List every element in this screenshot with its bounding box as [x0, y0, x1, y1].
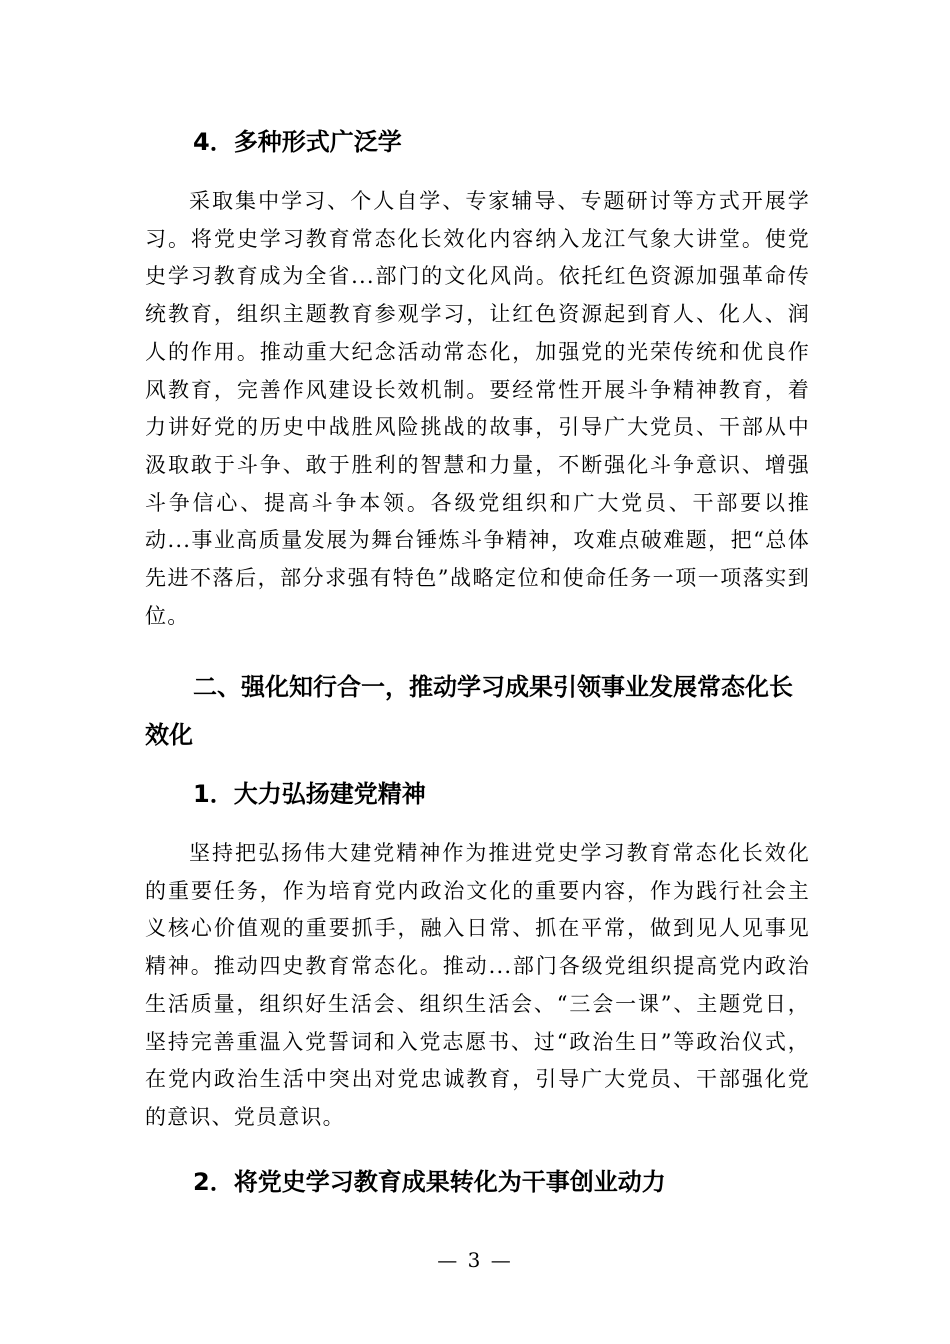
- section-heading-4: 4．多种形式广泛学: [193, 128, 402, 156]
- paragraph-4: 采取集中学习、个人自学、专家辅导、专题研讨等方式开展学习。将党史学习教育常态化长效化内容纳入龙江气象大讲堂。使党史学习教育成为全省...部门的文化风尚。依托红色资源加强革命传统教育，组织主题教育参观学习，让红色资源起到育人、化人、润人的作用。推动重大纪念活动常态化，加强党的光荣传统和优良作风教育，完善作风建设长效机制。要经常性开展斗争精神教育，着力讲好党的历史中战胜风险挑战的故事，引导广大党员、干部从中汲取敢于斗争、敢于胜利的智慧和力量，不断强化斗争意识、增强斗争信心、提高斗争本领。各级党组织和广大党员、干部要以推动...事业高质量发展为舞台锤炼斗争精神，攻难点破难题，把“总体先进不落后，部分求强有特色”战略定位和使命任务一项一项落实到位。: [145, 189, 810, 628]
- chapter-heading-2: 二、强化知行合一，推动学习成果引领事业发展常态化长效化: [145, 673, 793, 749]
- paragraph-2-1: 坚持把弘扬伟大建党精神作为推进党史学习教育常态化长效化的重要任务，作为培育党内政治文化的重要内容，作为践行社会主义核心价值观的重要抓手，融入日常、抓在平常，做到见人见事见精神。推动四史教育常态化。推动...部门各级党组织提高党内政治生活质量，组织好生活会、组织生活会、“三会一课”、主题党日，坚持完善重温入党誓词和入党志愿书、过“政治生日”等政治仪式，在党内政治生活中突出对党忠诚教育，引导广大党员、干部强化党的意识、党员意识。: [145, 841, 810, 1129]
- page-number: — 3 —: [437, 1248, 513, 1272]
- section-heading-2-2: 2．将党史学习教育成果转化为干事创业动力: [193, 1168, 666, 1196]
- section-heading-2-1: 1．大力弘扬建党精神: [193, 780, 426, 808]
